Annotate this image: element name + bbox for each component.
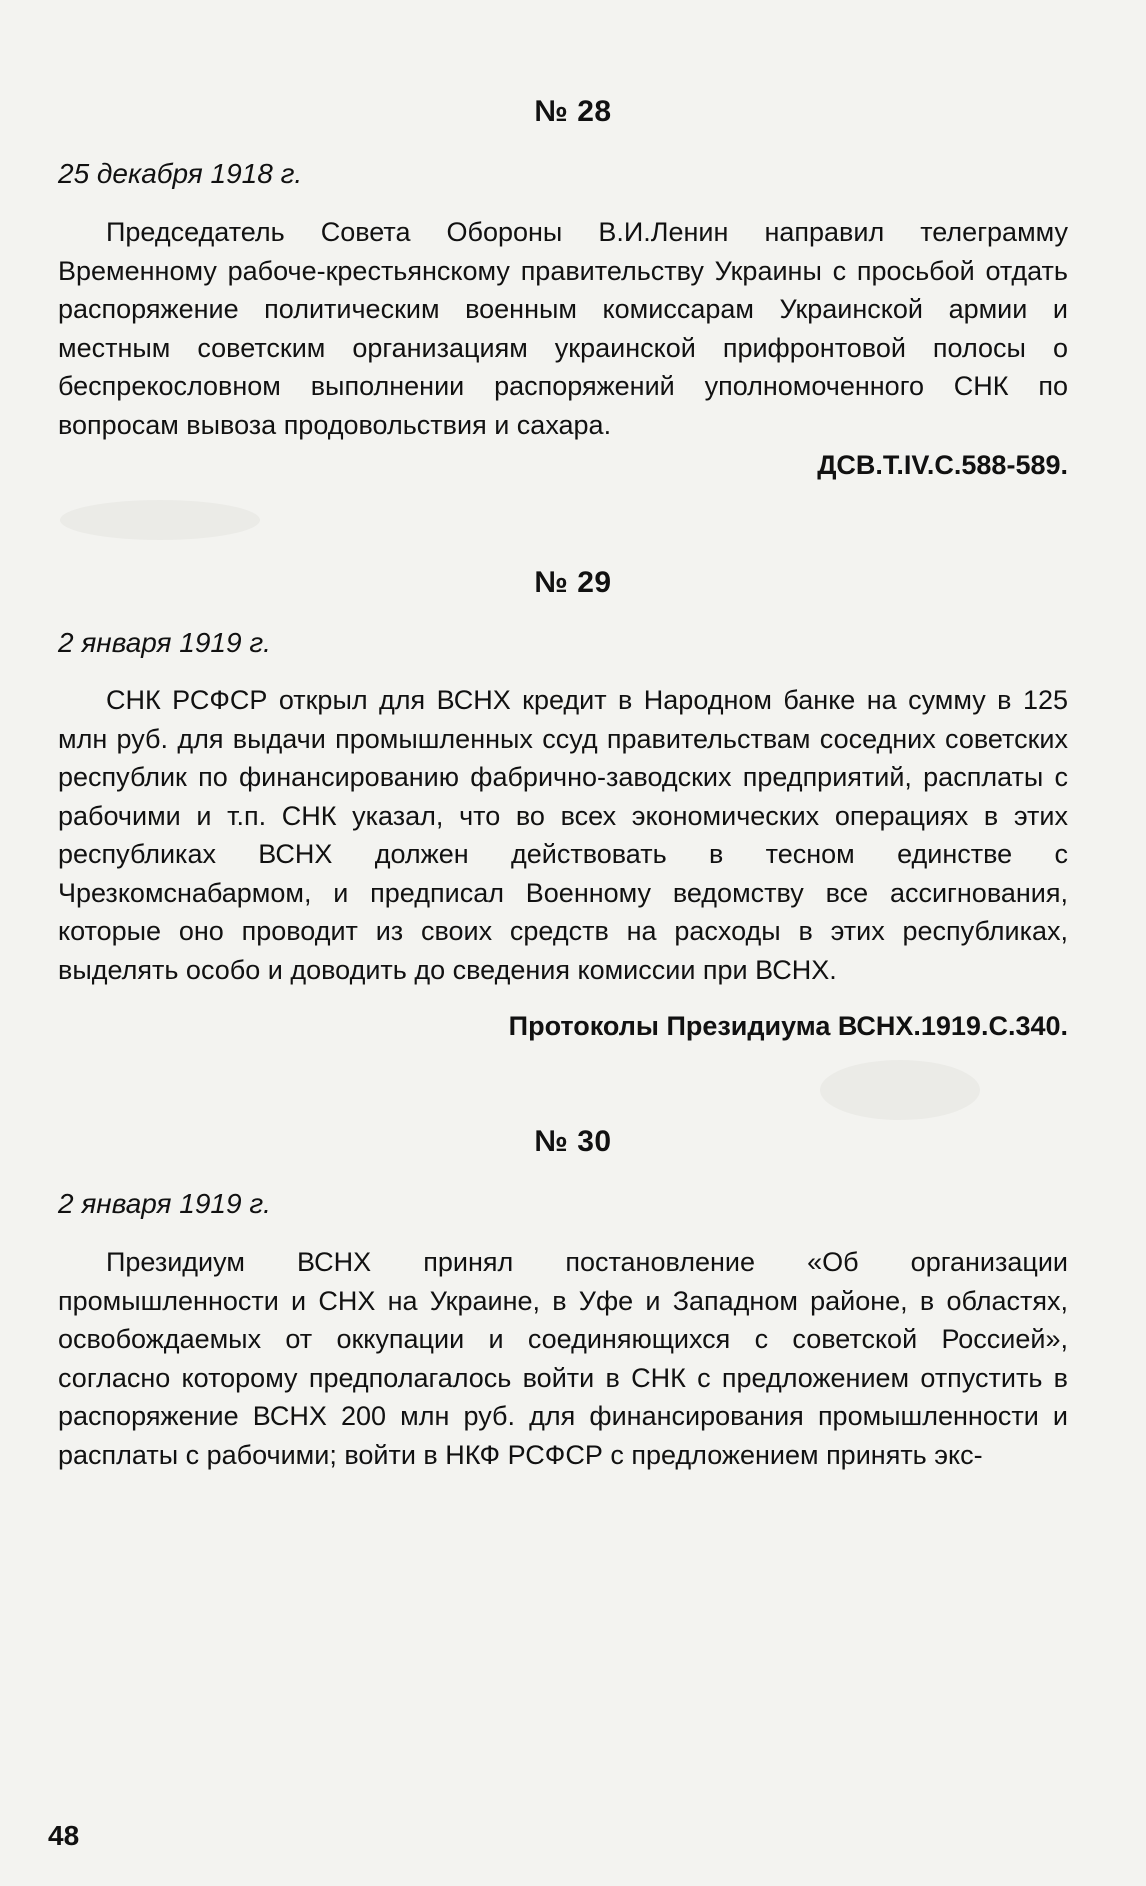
document-number: № 30 [534,1125,612,1158]
document-number: № 29 [534,566,612,599]
page-number: 48 [48,1820,80,1851]
document-date: 2 января 1919 г. [58,1188,271,1219]
scan-smudge [60,500,260,540]
document-body: Президиум ВСНХ принял постановление «Об организации промышленности и СНХ на Украине, в Уфе и Западном районе, в областях, освобождаемых от оккупации и соединяющихся с советской Россией», согласно которому предполагалось войти в СНК с предложением отпустить в распоряжение ВСНХ 200 млн руб. для финансирования промышленности и расплаты с рабочими; войти в НКФ РСФСР с предложением принять экс- [58,1247,1068,1470]
document-source: ДСВ.Т.IV.С.588-589. [817,450,1068,480]
document-number: № 28 [534,95,612,128]
document-body: Председатель Совета Обороны В.И.Ленин направил телеграмму Временному рабоче-крестьянскому правительству Украины с просьбой отдать распоряжение политическим военным комиссарам Украинской армии и местным советским организациям украинской прифронтовой полосы о беспрекословном выполнении распоряжений уполномоченного СНК по вопросам вывоза продовольствия и сахара. [58,217,1068,440]
document-body: СНК РСФСР открыл для ВСНХ кредит в Народном банке на сумму в 125 млн руб. для выдачи промышленных ссуд правительствам соседних советских республик по финансированию фабрично-заводских предприятий, расплаты с рабочими и т.п. СНК указал, что во всех экономических операциях в этих республиках ВСНХ должен действовать в тесном единстве с Чрезкомснабармом, и предписал Военному ведомству все ассигнования, которые оно проводит из своих средств на расходы в этих республиках, выделять особо и доводить до сведения комиссии при ВСНХ. [58,685,1068,985]
scan-smudge [820,1060,980,1120]
document-date: 2 января 1919 г. [58,627,271,658]
document-source: Протоколы Президиума ВСНХ.1919.С.340. [508,1011,1068,1041]
document-date: 25 декабря 1918 г. [58,158,303,189]
